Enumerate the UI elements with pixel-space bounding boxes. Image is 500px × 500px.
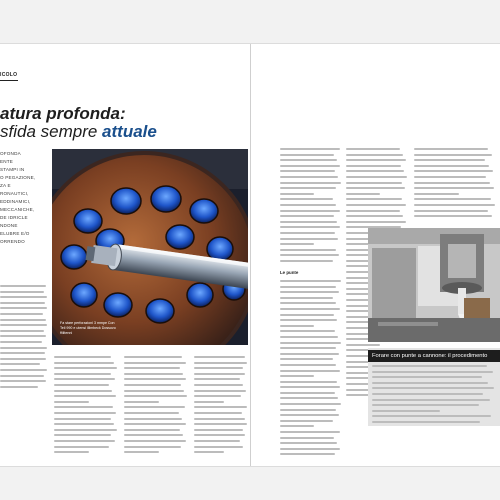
body-text-line (280, 159, 337, 161)
body-text-line (194, 373, 245, 375)
lead-line: DE IDRICLE (0, 215, 28, 220)
body-text-line (280, 165, 340, 167)
lead-line: ZA E (0, 183, 11, 188)
body-text-line (54, 401, 89, 403)
body-text-line (372, 382, 488, 384)
body-text-line (346, 159, 406, 161)
body-text-line (124, 451, 159, 453)
body-text-line (346, 221, 406, 223)
article-title-line2 (0, 122, 157, 142)
lead-line: ORRENDO (0, 239, 25, 244)
machine-illustration (368, 228, 500, 342)
body-text-line (280, 409, 336, 411)
body-text-line (280, 314, 334, 316)
body-text-line (280, 325, 314, 327)
body-text-line (54, 412, 116, 414)
body-text-line (124, 446, 181, 448)
body-text-line (54, 384, 109, 386)
drill-head-illustration (52, 149, 248, 345)
body-text-line (194, 451, 224, 453)
lead-line: O PEGAZIONE, (0, 175, 36, 180)
body-text-line (280, 204, 336, 206)
body-text-line (280, 182, 341, 184)
body-text-line (346, 344, 380, 346)
left-intro-text (0, 285, 48, 391)
body-text-line (280, 291, 339, 293)
body-text-line (280, 302, 336, 304)
body-text-line (194, 395, 241, 397)
body-text-line (280, 176, 338, 178)
body-text-line (414, 193, 459, 195)
body-text-line (194, 362, 247, 364)
body-text-line (124, 406, 185, 408)
body-text-line (414, 210, 488, 212)
body-text-line (280, 353, 339, 355)
drilling-machine-photo (368, 228, 500, 342)
section-subhead: Le punte (280, 270, 299, 275)
article-title-line1: atura profonda: (0, 104, 126, 123)
body-text-line (280, 187, 336, 189)
body-text-line (124, 401, 159, 403)
body-text-line (124, 373, 183, 375)
body-text-line (280, 347, 336, 349)
right-column-3 (414, 148, 496, 221)
body-text-line (346, 215, 403, 217)
body-text-line (280, 154, 334, 156)
body-text-line (280, 193, 314, 195)
body-text-line (346, 154, 403, 156)
body-text-line (54, 390, 112, 392)
body-text-line (124, 429, 180, 431)
body-text-line (372, 399, 490, 401)
sidebar-box-title: Forare con punte a cannone: il procedimento (368, 350, 500, 362)
body-text-line (54, 395, 116, 397)
body-text-line (124, 395, 187, 397)
title-accent: attuale (102, 122, 157, 141)
body-text-line (54, 362, 114, 364)
body-text-line (124, 390, 184, 392)
body-text-line (124, 384, 181, 386)
body-text-line (280, 397, 338, 399)
body-text-line (280, 448, 340, 450)
right-column-1 (280, 148, 342, 265)
page-gutter (250, 44, 251, 466)
right-column-1b (280, 280, 342, 459)
section-tag: ICOLO (0, 72, 18, 78)
body-text-line (414, 148, 488, 150)
body-text-line (280, 215, 334, 217)
body-text-line (194, 356, 245, 358)
body-text-line (194, 446, 243, 448)
body-text-line (414, 159, 485, 161)
body-text-line (280, 403, 341, 405)
body-text-line (124, 356, 182, 358)
body-text-line (372, 365, 487, 367)
body-text-line (280, 381, 337, 383)
deep-drilling-photo (52, 149, 248, 345)
body-text-line (280, 386, 340, 388)
body-text-line (280, 364, 336, 366)
body-text-line (194, 440, 240, 442)
body-text-line (124, 440, 186, 442)
body-text-line (194, 412, 242, 414)
body-text-line (346, 165, 401, 167)
lead-line: NDONE (0, 223, 18, 228)
body-text-line (280, 170, 335, 172)
body-text-line (372, 376, 482, 378)
sidebar-box-text (372, 365, 498, 427)
body-text-line (280, 437, 334, 439)
body-text-line (194, 390, 246, 392)
body-text-line (280, 392, 335, 394)
body-text-line (280, 238, 338, 240)
body-text-line (372, 421, 480, 423)
body-text-line (280, 308, 340, 310)
title-prefix: sfida sempre (0, 122, 103, 141)
body-text-line (414, 165, 489, 167)
lead-line: EDDINAMICI, (0, 199, 31, 204)
lead-line: STAMPI IN (0, 167, 25, 172)
body-text-line (280, 370, 340, 372)
body-text-line (372, 404, 479, 406)
body-text-line (346, 176, 407, 178)
lead-line: ENTE (0, 159, 14, 164)
body-text-line (280, 249, 336, 251)
lead-line: RONAUTICI, (0, 191, 29, 196)
body-text-line (346, 204, 406, 206)
body-text-line (124, 412, 179, 414)
body-text-line (414, 182, 490, 184)
body-text-line (346, 187, 405, 189)
body-text-line (280, 210, 340, 212)
body-text-line (280, 280, 341, 282)
body-text-line (280, 286, 336, 288)
section-rule (0, 80, 18, 81)
body-text-line (194, 401, 224, 403)
body-text-line (346, 198, 402, 200)
body-text-line (194, 378, 240, 380)
body-text-line (372, 410, 440, 412)
body-text-line (54, 378, 115, 380)
body-text-line (280, 442, 337, 444)
body-text-line (280, 148, 340, 150)
lead-line: MECCANICHE, (0, 207, 35, 212)
body-text-line (124, 378, 186, 380)
body-text-line (54, 418, 111, 420)
body-text-line (194, 418, 245, 420)
body-text-line (346, 182, 402, 184)
body-text-line (280, 198, 333, 200)
left-column-2 (54, 356, 118, 457)
lead-line: ELUBRE E/O (0, 231, 30, 236)
photo-caption: Fa stare perforazioni 3 mmpe Con Tell 990 e utensi illimbeck Dossovo ffilitenni (60, 321, 116, 335)
body-text-line (54, 440, 115, 442)
body-text-line (372, 393, 483, 395)
body-text-line (194, 367, 243, 369)
body-text-line (124, 367, 180, 369)
body-text-line (414, 198, 491, 200)
body-text-line (346, 148, 400, 150)
body-text-line (54, 356, 111, 358)
body-text-line (372, 387, 494, 389)
body-text-line (124, 362, 186, 364)
body-text-line (194, 429, 243, 431)
body-text-line (280, 425, 314, 427)
body-text-line (346, 210, 400, 212)
body-text-line (280, 342, 341, 344)
body-text-line (280, 243, 314, 245)
body-text-line (54, 367, 117, 369)
body-text-line (54, 406, 113, 408)
body-text-line (280, 226, 340, 228)
body-text-line (54, 446, 109, 448)
body-text-line (194, 384, 243, 386)
body-text-line (194, 434, 245, 436)
body-text-line (372, 371, 493, 373)
body-text-line (280, 319, 337, 321)
body-text-line (124, 418, 182, 420)
body-text-line (280, 330, 335, 332)
body-text-line (414, 204, 495, 206)
left-column-3 (124, 356, 188, 457)
body-text-line (54, 373, 111, 375)
body-text-line (124, 434, 183, 436)
body-text-line (194, 406, 247, 408)
body-text-line (414, 154, 492, 156)
body-text-line (54, 423, 114, 425)
body-text-line (54, 451, 89, 453)
body-text-line (280, 375, 314, 377)
body-text-line (346, 193, 380, 195)
body-text-line (280, 221, 337, 223)
body-text-line (372, 415, 491, 417)
body-text-line (280, 414, 339, 416)
lead-paragraph (0, 150, 48, 246)
body-text-line (54, 434, 111, 436)
body-text-line (414, 187, 494, 189)
left-column-4 (194, 356, 248, 457)
body-text-line (194, 423, 247, 425)
body-text-line (280, 431, 340, 433)
body-text-line (346, 170, 404, 172)
body-text-line (280, 254, 339, 256)
body-text-line (54, 429, 117, 431)
body-text-line (280, 453, 335, 455)
body-text-line (414, 170, 493, 172)
body-text-line (280, 358, 333, 360)
body-text-line (414, 215, 492, 217)
body-text-line (280, 260, 333, 262)
body-text-line (280, 336, 338, 338)
body-text-line (124, 423, 186, 425)
body-text-line (280, 297, 333, 299)
lead-line: OFONDA (0, 151, 21, 156)
body-text-line (414, 176, 486, 178)
body-text-line (280, 232, 335, 234)
body-text-line (280, 420, 333, 422)
